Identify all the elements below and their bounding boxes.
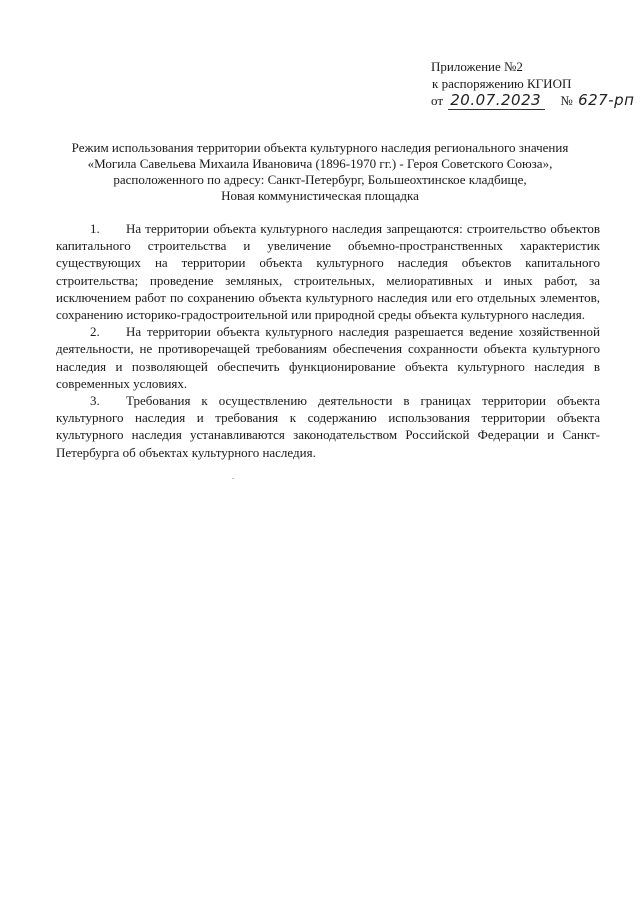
paragraph-3-text: Требования к осуществлению деятельности в границах территории объекта культурного наследия и требования к содержанию использования территории объекта культурного наследия устанавливаются законодательством Российской Федерации и Санкт-Петербурга об объектах культурного наследия. (56, 393, 600, 460)
title-line-1: Режим использования территории объекта культурного наследия регионального значения (71, 140, 569, 155)
number-label: № (560, 93, 573, 108)
paragraph-3 (56, 392, 600, 461)
handwritten-date: 20.07.2023 (448, 92, 545, 110)
paragraph-1-number: 1. (90, 221, 100, 236)
title-line-3: расположенного по адресу: Санкт-Петербург, Большеохтинское кладбище, (113, 172, 527, 187)
date-label: от (431, 93, 444, 108)
paragraph-1 (56, 220, 600, 323)
paragraph-2-number: 2. (90, 324, 100, 340)
appendix-title: Приложение №2 (431, 59, 523, 74)
document-title (40, 140, 600, 204)
title-line-4: Новая коммунистическая площадка (221, 188, 419, 203)
scan-speck (232, 478, 234, 479)
appendix-order-ref: к распоряжению КГИОП (432, 76, 572, 91)
paragraph-3-number: 3. (90, 393, 100, 409)
handwritten-number: 627-рп (578, 91, 635, 109)
document-body (56, 220, 600, 461)
paragraph-2 (56, 323, 600, 392)
paragraph-2-text: На территории объекта культурного наследия разрешается ведение хозяйственной деятельности, не противоречащей требованиям обеспечения сохранности объекта культурного наследия и позволяющей обеспечить функционирование объекта культурного наследия в современных условиях. (56, 324, 600, 391)
appendix-date-number (431, 92, 634, 110)
paragraph-1-text: На территории объекта культурного наследия запрещаются: строительство объектов капитального строительства и увеличение объемно-пространственных характеристик существующих на территории объекта культурного наследия объектов капитального строительства; проведение земляных, строительных, мелиоративных и иных работ, за исключением работ по сохранению объекта культурного наследия или его отдельных элементов, сохранению историко-градостроительной или природной среды объекта культурного наследия. (56, 221, 600, 323)
appendix-header (431, 58, 634, 110)
title-line-2: «Могила Савельева Михаила Ивановича (1896-1970 гг.) - Героя Советского Союза», (87, 156, 553, 171)
